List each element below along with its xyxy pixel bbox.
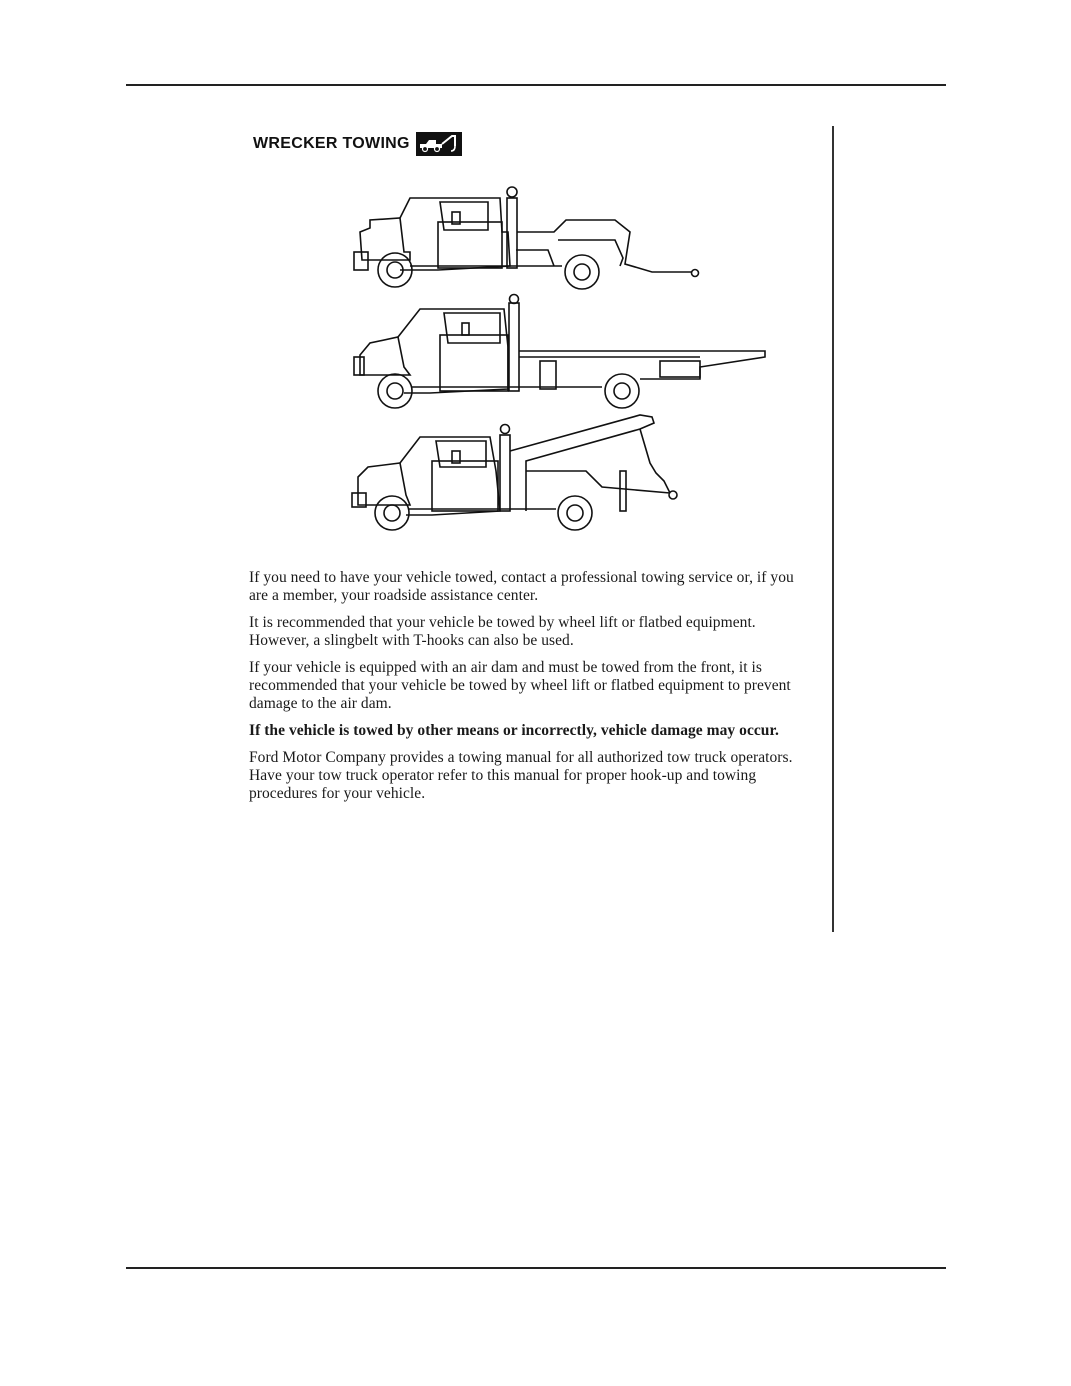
paragraph-towing-service: If you need to have your vehicle towed, contact a professional towing service or, if you are a member, your roadside assistance center. <box>249 569 794 604</box>
top-rule <box>126 84 946 86</box>
bottom-rule <box>126 1267 946 1269</box>
section-header <box>253 132 462 156</box>
flatbed-truck-illustration <box>354 295 765 409</box>
paragraph-air-dam: If your vehicle is equipped with an air dam and must be towed from the front, it is recommended that your vehicle be towed by wheel lift or flatbed equipment to prevent damage to the air dam. <box>249 659 791 712</box>
tow-truck-icon <box>416 132 462 156</box>
boom-wrecker-truck-illustration <box>352 415 677 530</box>
section-title: WRECKER TOWING <box>253 135 410 152</box>
tow-truck-illustrations <box>340 180 780 560</box>
body-text <box>249 569 809 812</box>
change-bar <box>832 126 834 932</box>
paragraph-towing-manual: Ford Motor Company provides a towing manual for all authorized tow truck operators. Have your tow truck operator refer to this manual for proper hook-up and towing procedures for your vehicle. <box>249 749 793 802</box>
paragraph-recommended-equipment: It is recommended that your vehicle be towed by wheel lift or flatbed equipment. However, a slingbelt with T-hooks can also be used. <box>249 614 756 649</box>
warning-text: If the vehicle is towed by other means or incorrectly, vehicle damage may occur. <box>249 722 779 739</box>
wheel-lift-truck-illustration <box>354 187 699 289</box>
